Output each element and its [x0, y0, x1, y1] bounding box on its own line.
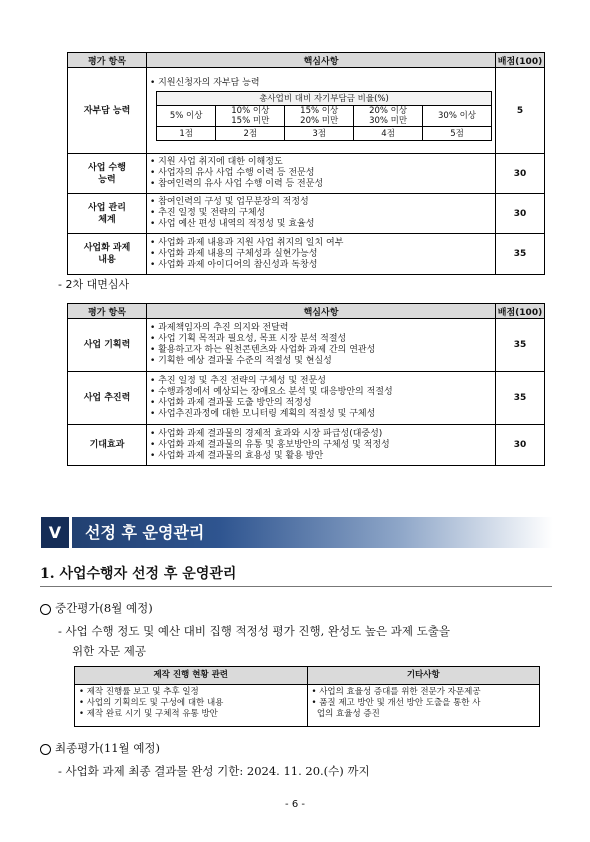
final-eval-title-line	[40, 740, 160, 756]
list-item: • 활용하고자 하는 원천콘텐츠와 사업화 과제 간의 연관성	[150, 345, 376, 355]
list-item: • 사업의 효율성 증대를 위한 전문가 자문제공	[311, 687, 481, 697]
final-eval-desc: - 사업화 과제 최종 결과물 완성 기한: 2024. 11. 20.(수) 까지	[58, 764, 370, 778]
section-banner	[41, 517, 553, 548]
row-core	[147, 194, 496, 234]
ratio-table-title: 총사업비 대비 자기부담금 비율(%)	[157, 92, 492, 106]
heading-underline	[40, 586, 552, 587]
list-item: • 지원 사업 취지에 대한 이해정도	[150, 157, 283, 167]
row-core	[147, 154, 496, 194]
row-core	[147, 372, 496, 425]
list-item: • 사업화 과제 결과물의 경제적 효과와 시장 파급성(대중성)	[150, 428, 383, 439]
table-row	[68, 319, 545, 372]
list-item: • 추진 일정 및 전략의 구체성	[150, 208, 266, 218]
table-row	[68, 68, 545, 154]
final-eval-title: 최종평가(11월 예정)	[55, 741, 161, 755]
mid-eval-desc-1: - 사업 수행 정도 및 예산 대비 집행 적정성 평가 진행, 완성도 높은 과제 도출을	[58, 624, 450, 638]
evaluation-table-second	[67, 303, 545, 466]
ratio-points: 3점	[285, 127, 354, 141]
row-score: 35	[496, 234, 545, 275]
list-item: • 수행과정에서 예상되는 장애요소 분석 및 대응방안의 적절성	[150, 387, 393, 397]
header-core: 핵심사항	[147, 304, 496, 319]
row-category: 사업화 과제 내용	[68, 234, 147, 275]
mid-eval-title-line	[40, 600, 153, 616]
row-score: 5	[496, 68, 545, 154]
row-score: 30	[496, 425, 545, 466]
list-item: • 과제책임자의 추진 의지와 전달력	[150, 323, 289, 333]
list-item: • 기획한 예상 결과물 수준의 적절성 및 현실성	[150, 356, 332, 366]
list-item: • 지원신청자의 자부담 능력	[150, 78, 260, 88]
list-item: • 사업화 과제 결과물 도출 방안의 적정성	[150, 398, 312, 408]
evaluation-table-first	[67, 52, 545, 275]
circle-bullet-icon	[40, 604, 51, 615]
row-category: 자부담 능력	[68, 68, 147, 154]
table-row	[75, 685, 540, 727]
ratio-range: 30% 이상	[423, 106, 492, 127]
row-core	[147, 425, 496, 466]
list-item: • 사업자의 유사 사업 수행 이력 등 전문성	[150, 168, 315, 178]
list-item: • 제작 진행률 보고 및 추후 일정	[79, 687, 199, 697]
list-item: • 참여인력의 유사 사업 수행 이력 등 전문성	[150, 179, 324, 189]
row-category: 사업 관리 체계	[68, 194, 147, 234]
list-item: • 사업화 과제 내용과 지원 사업 취지의 일치 여부	[150, 237, 344, 248]
ratio-points: 5점	[423, 127, 492, 141]
table-row	[68, 234, 545, 275]
table-header-row	[68, 53, 545, 68]
etc-items	[307, 685, 540, 727]
list-item: • 사업화 과제 내용의 구체성과 실현가능성	[150, 248, 318, 259]
list-item: 업의 효율성 증진	[311, 709, 380, 719]
list-item: • 사업화 과제 결과물의 효용성 및 활용 방안	[150, 450, 324, 461]
row-score: 30	[496, 194, 545, 234]
table-row	[68, 425, 545, 466]
section-number: Ⅴ	[41, 517, 69, 548]
table-row	[68, 372, 545, 425]
list-item: • 사업의 기획의도 및 구성에 대한 내용	[79, 698, 224, 708]
list-item: • 참여인력의 구성 및 업무분장의 적정성	[150, 197, 309, 207]
mid-eval-desc-2: 위한 자문 제공	[72, 644, 146, 658]
second-stage-label: - 2차 대면심사	[58, 278, 130, 291]
progress-items	[75, 685, 308, 727]
row-core	[147, 319, 496, 372]
table-header-row	[68, 304, 545, 319]
header-score: 배점(100)	[496, 53, 545, 68]
mid-eval-title: 중간평가(8월 예정)	[55, 601, 153, 615]
ratio-range: 20% 이상 30% 미만	[354, 106, 423, 127]
row-core	[147, 234, 496, 275]
header-category: 평가 항목	[68, 304, 147, 319]
heading-operation: 1. 사업수행자 선정 후 운영관리	[40, 566, 237, 582]
header-category: 평가 항목	[68, 53, 147, 68]
list-item: • 사업추진과정에 대한 모니터링 계획의 적절성 및 구체성	[150, 409, 376, 419]
table-row	[68, 154, 545, 194]
list-item: • 사업화 과제 아이디어의 참신성과 독창성	[150, 259, 318, 270]
section-divider	[69, 517, 72, 548]
table-row	[68, 194, 545, 234]
ratio-range: 10% 이상 15% 미만	[216, 106, 285, 127]
ratio-table	[156, 91, 492, 141]
ratio-range: 5% 이상	[157, 106, 216, 127]
circle-bullet-icon	[40, 744, 51, 755]
row-score: 30	[496, 154, 545, 194]
page-number: - 6 -	[285, 799, 305, 810]
row-category: 사업 수행 능력	[68, 154, 147, 194]
list-item: • 품질 제고 방안 및 개선 방안 도출을 통한 사	[311, 698, 481, 708]
list-item: • 추진 일정 및 추진 전략의 구체성 및 전문성	[150, 376, 326, 386]
ratio-range: 15% 이상 20% 미만	[285, 106, 354, 127]
row-category: 사업 추진력	[68, 372, 147, 425]
header-progress: 제작 진행 현황 관련	[75, 667, 308, 685]
ratio-points: 1점	[157, 127, 216, 141]
section-title: 선정 후 운영관리	[85, 523, 205, 542]
row-score: 35	[496, 319, 545, 372]
row-category: 사업 기획력	[68, 319, 147, 372]
table-header-row	[75, 667, 540, 685]
row-category: 기대효과	[68, 425, 147, 466]
list-item: • 제작 완료 시기 및 구체적 유통 방안	[79, 709, 218, 719]
list-item: • 사업 예산 편성 내역의 적정성 및 효율성	[150, 219, 315, 229]
ratio-points: 2점	[216, 127, 285, 141]
header-etc: 기타사항	[307, 667, 540, 685]
mid-eval-table	[74, 666, 540, 727]
list-item: • 사업화 과제 결과물의 유통 및 홍보방안의 구체성 및 적정성	[150, 439, 390, 450]
row-score: 35	[496, 372, 545, 425]
header-core: 핵심사항	[147, 53, 496, 68]
header-score: 배점(100)	[496, 304, 545, 319]
list-item: • 사업 기획 목적과 필요성, 목표 시장 분석 적절성	[150, 334, 347, 344]
ratio-points: 4점	[354, 127, 423, 141]
row-core	[147, 68, 496, 154]
